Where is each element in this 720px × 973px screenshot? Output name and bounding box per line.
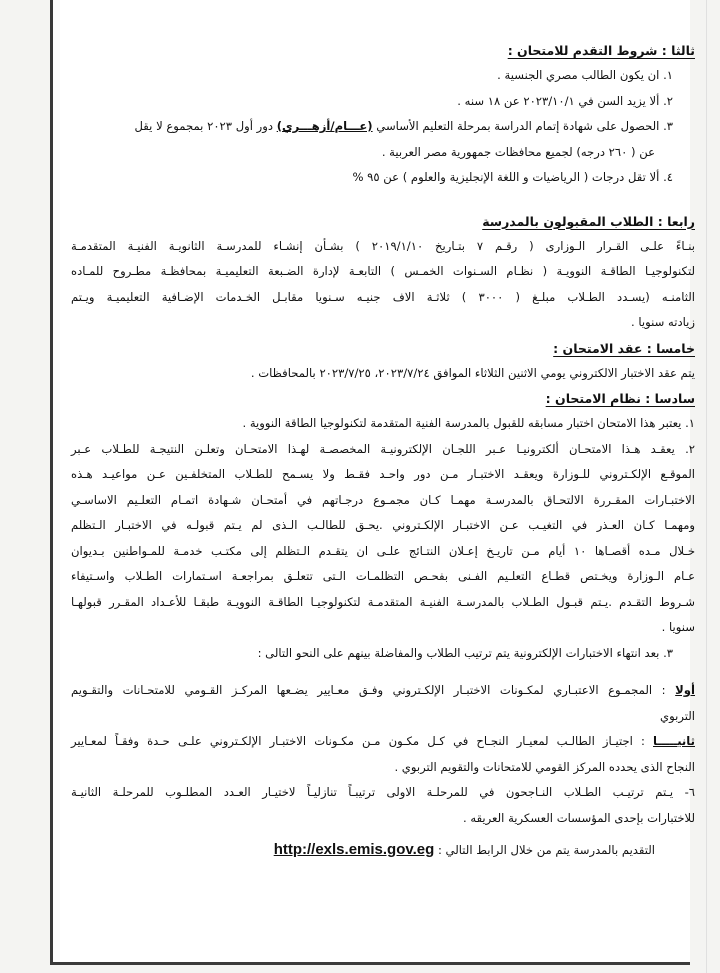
section-3-item-3-continued: عن ( ٢٦٠ درجه) لجميع محافظات جمهورية مصر العربية . <box>381 144 655 159</box>
section-6-heading: سادسا : نظام الامتحان : <box>545 391 695 406</box>
application-line <box>65 837 695 863</box>
application-link[interactable]: http://exls.emis.gov.eg <box>273 841 435 858</box>
criterion-second <box>65 729 695 755</box>
section-5-line: يتم عقد الاختبار الالكتروني يومي الاثنين الثلاثاء الموافق ٢٠٢٣/٧/٢٤، ٢٠٢٣/٧/٢٥ بالمحافظات . <box>250 365 695 380</box>
section-6-item-2-line: الموقـع الإلكـتروني للـوزارة ويعقـد الاختبـار مـن دور واحـد فقـط ولا يسـمح للطـلاب المتخلفـين عـن مواعيـد هـذه <box>71 467 695 481</box>
page-edge-rule <box>706 0 707 973</box>
section-6-item-1: ١. يعتبر هذا الامتحان اختبار مسابقه للقبول بالمدرسة الفنية المتقدمة لتكنولوجيا الطاقة النووية . <box>242 416 695 430</box>
section-3-item-3-tail: دور أول ٢٠٢٣ بمجموع لا يقل <box>134 119 273 133</box>
section-3-item-4: ٤. ألا تقل درجات ( الرياضيات و اللغة الإنجليزية والعلوم ) عن ٩٥ % <box>352 170 673 184</box>
criterion-first-label: أولا <box>675 683 695 697</box>
criterion-first-continued: التربوي <box>660 708 695 723</box>
section-4-heading: رابعا : الطلاب المقبولون بالمدرسة <box>482 213 695 229</box>
section-6-item-2-line: ٢. يعقـد هـذا الامتحـان ألكترونيـا عـبر اللجـان الإلكترونيـة المخصصـة لهـذا الامتحـان وتعلـن النتيجـة للطـلاب عـبر <box>71 441 695 456</box>
section-6-item-6-line: للاختبارات بإحدى المؤسسات العسكرية العريقه . <box>462 810 695 825</box>
section-4-line: الثامنـه (يسـدد الطـلاب مبلـغ ( ٣٠٠٠ ) ثلاثـة الاف جنيـه سـنويا مقابـل الخـدمات الإضـافية التعليميـة ويـتم <box>71 289 695 304</box>
section-4-line: لتكنولوجيـا الطاقـة النوويـة ( نظـام السـنوات الخمـس ) التابعـة لإدارة الضـبعة التعليميـة بمحافظـة مطـروح للمـاده <box>71 264 695 278</box>
section-6-item-2-line: سنويا . <box>661 620 695 634</box>
section-6-item-2-line: ومهمـا كـان العـذر في التغيـب عـن الاختبـار الإلكـتروني .يحـق للطالـب الـذى لم يـتم قبولـه في الاختبـار الـتظلم <box>71 518 695 532</box>
section-6-item-2-line: خـلال مـده أقصـاها ١٠ أيام مـن تاريـخ إعـلان النتـائج علـى ان يتقـدم الـتظلم إلى مكتـب خدمـة للمـواطنين بـديوان <box>71 543 695 558</box>
criterion-second-continued: النجاح الذى يحدده المركز القومي للامتحانات والتقويم التربوي . <box>394 759 695 774</box>
criterion-first-text: : المجمـوع الاعتبـاري لمكـونات الاختبـار الإلكـتروني وفـق معـايير يضـعها المركـز القـومي للامتحـانات والتقـويم <box>71 683 666 697</box>
section-3-item-3-underlined: (عـــام/أزهـــري) <box>276 119 373 133</box>
document-body <box>65 38 695 863</box>
section-6-item-2-line: شـروط التقـدم .يـتم قبـول الطـلاب بالمدرسـة الفنيـة المتقدمـة لتكنولوجيـا الطاقـة النوويـة طبقـا للأعـداد المقـرر قبولهـا <box>71 594 695 609</box>
section-6-item-2-line: الاختبـارات المقـررة الالتحـاق بالمدرسـة مهمـا كـان مجمـوع درجـاتهم في أمتحـان شـهادة اتمـام التعلـيم الاساسـي <box>71 492 695 507</box>
section-6-item-2-line: عـام الـوزارة ويخـتص قطـاع التعلـيم الفـنى بفحـص التظلمـات الـتى تتعلـق بمراجعـة اسـتمارات الطـلاب واسـتيفاء <box>71 569 695 583</box>
criterion-first <box>65 678 695 704</box>
section-6-item-3: ٣. بعد انتهاء الاختبارات الإلكترونية يتم ترتيب الطلاب والمفاضلة بينهم على النحو التالى : <box>257 645 673 660</box>
section-3-item-3 <box>65 114 695 140</box>
section-4-line: زيادته سنويا . <box>631 315 695 329</box>
section-5-heading: خامسا : عقد الامتحان : <box>553 340 695 356</box>
section-3-item-3-text: ٣. الحصول على شهادة إتمام الدراسة بمرحلة التعليم الأساسي <box>376 119 673 133</box>
section-3-heading: ثالثا : شروط التقدم للامتحان : <box>507 43 695 58</box>
section-3-item-1: ١. ان يكون الطالب مصري الجنسية . <box>497 68 673 82</box>
criterion-second-text: : اجتيـاز الطالـب لمعيـار النجـاح في كـل مكـون مـن مكـونات الاختبـار الإلكـتروني علـى حـدة وفقـاً لمعـايير <box>71 734 645 748</box>
criterion-second-label: ثانيـــــا <box>653 734 695 748</box>
section-3-item-2: ٢. ألا يزيد السن في ٢٠٢٣/١٠/١ عن ١٨ سنه . <box>457 93 673 108</box>
application-text: التقديم بالمدرسة يتم من خلال الرابط التالي : <box>437 843 655 857</box>
section-4-line: بنـاءً علـى القـرار الـوزارى ( رقـم ٧ بتـاريخ ٢٠١٩/١/١٠ ) بشـأن إنشـاء للمدرسـة الثانويـة الفنيـة المتقدمـة <box>71 238 695 253</box>
section-6-item-6-line: ٦- يـتم ترتيـب الطـلاب النـاجحون في للمرحلـة الاولى ترتيبـاً تنازليـاً لاختيـار العـدد المطلـوب للمرحلـة الثانيـة <box>71 785 695 799</box>
